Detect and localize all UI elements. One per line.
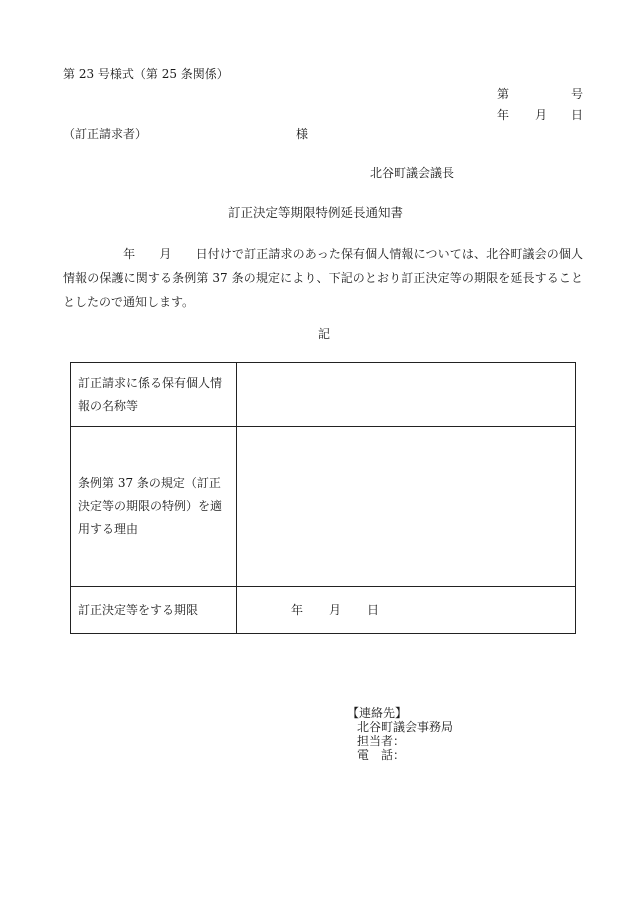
table-label-info-name: 訂正請求に係る保有個人情報の名称等 bbox=[71, 363, 237, 427]
table-row bbox=[71, 587, 576, 634]
document-number-prefix: 第 bbox=[497, 87, 510, 101]
recipient-label: （訂正請求者） bbox=[63, 127, 148, 141]
deadline-day: 日 bbox=[367, 603, 380, 617]
notice-body bbox=[63, 242, 583, 314]
table-value-deadline[interactable] bbox=[237, 587, 576, 634]
table-label-deadline: 訂正決定等をする期限 bbox=[71, 587, 237, 634]
deadline-month: 月 bbox=[329, 603, 342, 617]
document-title: 訂正決定等期限特例延長通知書 bbox=[228, 205, 404, 220]
issue-date-day: 日 bbox=[571, 108, 584, 122]
table-value-info-name[interactable] bbox=[237, 363, 576, 427]
body-year: 年 bbox=[123, 247, 136, 261]
document-number-suffix: 号 bbox=[571, 87, 584, 101]
issue-date-year: 年 bbox=[497, 108, 510, 122]
ki-heading: 記 bbox=[318, 327, 331, 341]
body-month: 月 bbox=[159, 247, 172, 261]
contact-person: 担当者： bbox=[357, 734, 406, 748]
table-value-reason[interactable] bbox=[237, 427, 576, 587]
table-row bbox=[71, 427, 576, 587]
contact-phone: 電 話： bbox=[357, 748, 406, 762]
deadline-year: 年 bbox=[291, 603, 304, 617]
issue-date-month: 月 bbox=[535, 108, 548, 122]
table-label-reason: 条例第 37 条の規定（訂正決定等の期限の特例）を適用する理由 bbox=[71, 427, 237, 587]
recipient-honorific: 様 bbox=[296, 127, 309, 141]
details-table bbox=[70, 362, 576, 634]
sender-name: 北谷町議会議長 bbox=[370, 166, 455, 180]
contact-heading: 【連絡先】 bbox=[347, 706, 408, 720]
body-text: 日付けで訂正請求のあった保有個人情報については、北谷町議会の個人情報の保護に関する条例第 37 条の規定により、下記のとおり訂正決定等の期限を延長することとしたので通知します。 bbox=[63, 247, 583, 309]
contact-office: 北谷町議会事務局 bbox=[357, 720, 454, 734]
form-number: 第 23 号様式（第 25 条関係） bbox=[63, 67, 229, 81]
table-row bbox=[71, 363, 576, 427]
